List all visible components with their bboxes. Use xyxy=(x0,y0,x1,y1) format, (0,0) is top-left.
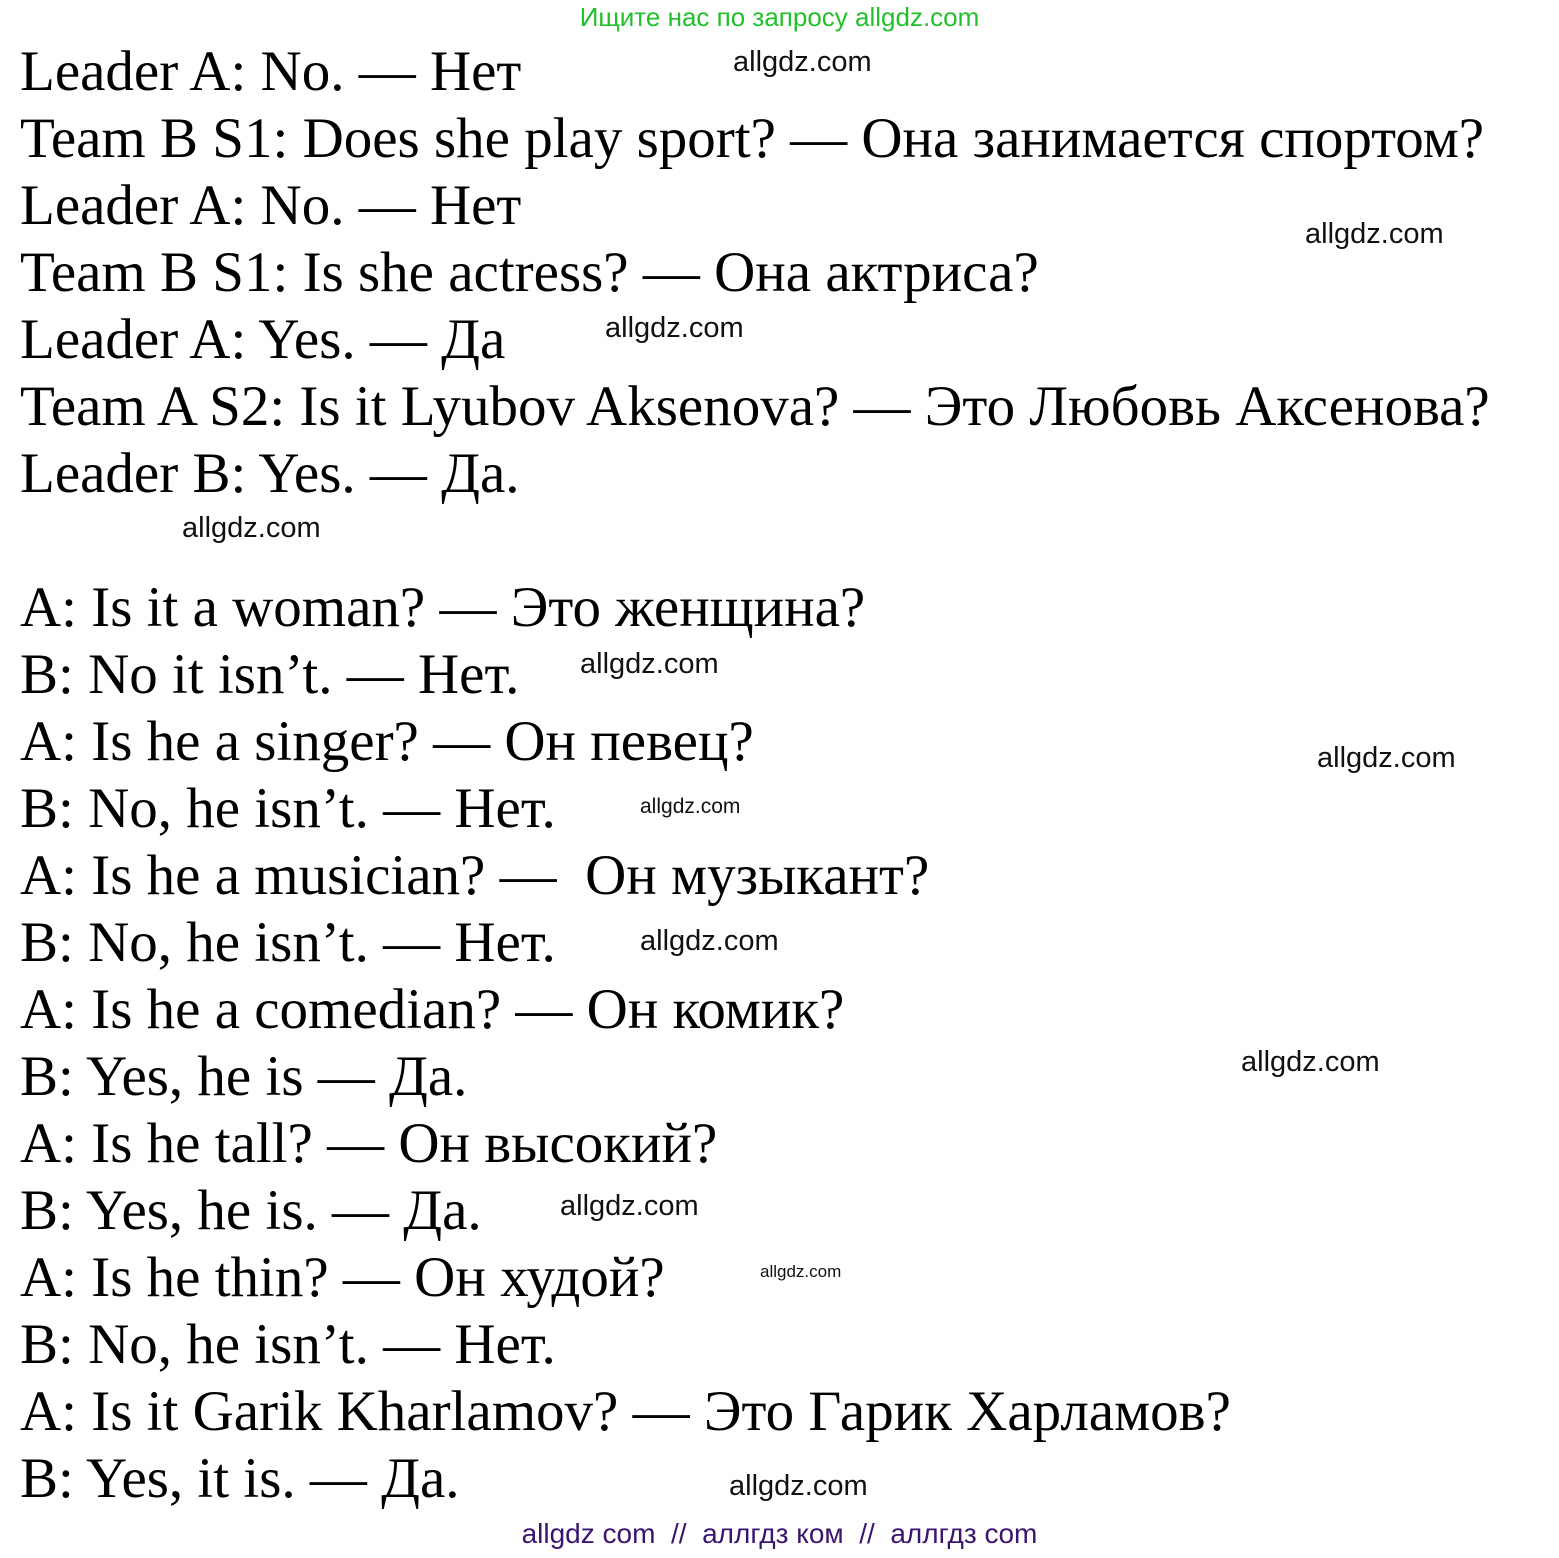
search-hint-header: Ищите нас по запросу allgdz.com xyxy=(579,2,980,32)
watermark: allgdz.com xyxy=(729,1470,868,1502)
dialogue-line: Team A S2: Is it Lyubov Aksenova? — Это Любовь Аксенова? xyxy=(20,375,1490,438)
footer-links: allgdz com // аллгдз ком // аллгдз com xyxy=(521,1518,1038,1549)
dialogue-line: A: Is he a singer? — Он певец? xyxy=(20,710,754,773)
watermark: allgdz.com xyxy=(760,1262,842,1281)
dialogue-line: Leader B: Yes. — Да. xyxy=(20,442,520,505)
dialogue-line: B: No, he isn’t. — Нет. xyxy=(20,1313,556,1376)
dialogue-line: Team B S1: Is she actress? — Она актриса? xyxy=(20,241,1039,304)
dialogue-line: Leader A: Yes. — Да xyxy=(20,308,506,371)
dialogue-line: A: Is it a woman? — Это женщина? xyxy=(20,576,866,639)
dialogue-line: Leader A: No. — Нет xyxy=(20,174,522,237)
dialogue-line: B: Yes, he is. — Да. xyxy=(20,1179,482,1242)
dialogue-line: B: No, he isn’t. — Нет. xyxy=(20,777,556,840)
watermark: allgdz.com xyxy=(580,648,719,680)
watermark: allgdz.com xyxy=(1241,1046,1380,1078)
dialogue-line: A: Is he a musician? — Он музыкант? xyxy=(20,844,930,907)
watermark: allgdz.com xyxy=(605,312,744,344)
dialogue-line: A: Is he a comedian? — Он комик? xyxy=(20,978,845,1041)
dialogue-line: Leader A: No. — Нет xyxy=(20,40,522,103)
watermark: allgdz.com xyxy=(182,512,321,544)
dialogue-line: B: No, he isn’t. — Нет. xyxy=(20,911,556,974)
dialogue-line: Team B S1: Does she play sport? — Она занимается спортом? xyxy=(20,107,1485,170)
watermark: allgdz.com xyxy=(560,1190,699,1222)
dialogue-line: B: No it isn’t. — Нет. xyxy=(20,643,520,706)
dialogue-line: B: Yes, it is. — Да. xyxy=(20,1447,460,1510)
dialogue-line: A: Is he thin? — Он худой? xyxy=(20,1246,665,1309)
watermark: allgdz.com xyxy=(1305,218,1444,250)
dialogue-line: A: Is he tall? — Он высокий? xyxy=(20,1112,718,1175)
watermark: allgdz.com xyxy=(1317,742,1456,774)
watermark: allgdz.com xyxy=(640,925,779,957)
dialogue-line: A: Is it Garik Kharlamov? — Это Гарик Харламов? xyxy=(20,1380,1231,1443)
watermark: allgdz.com xyxy=(640,795,741,818)
dialogue-text xyxy=(20,38,1490,1512)
dialogue-line: B: Yes, he is — Да. xyxy=(20,1045,468,1108)
watermark: allgdz.com xyxy=(733,46,872,78)
